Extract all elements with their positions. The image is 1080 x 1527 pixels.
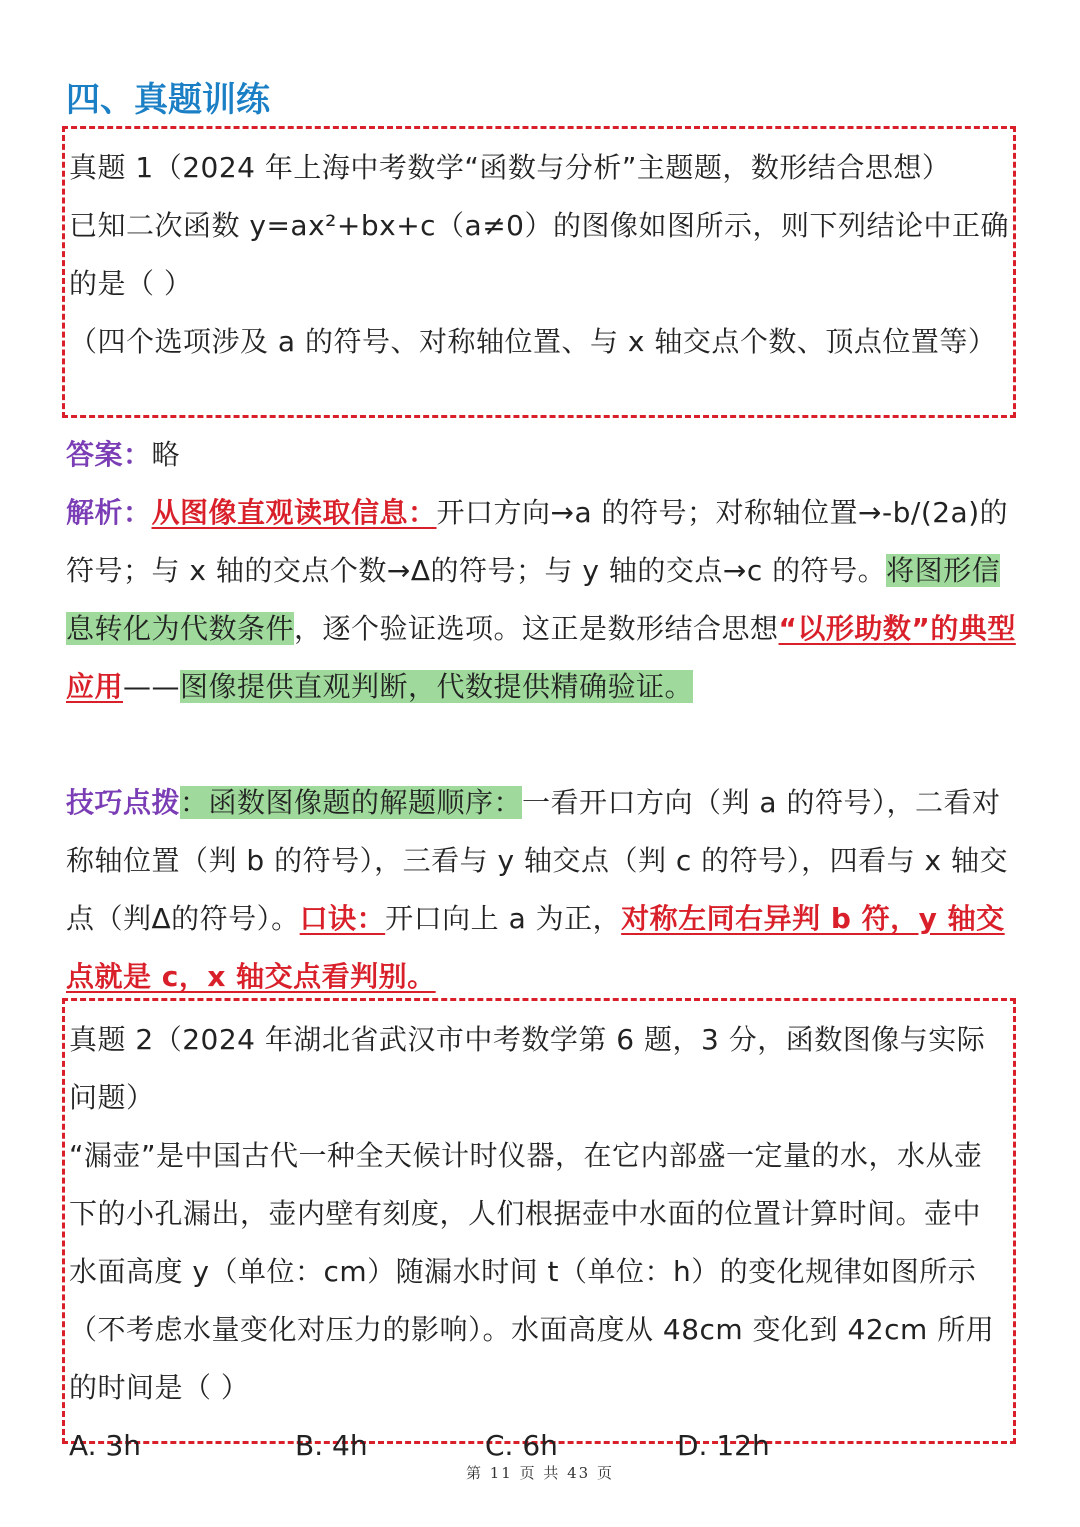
analysis-emphasis-2: “以形助数”的典型应用: [66, 612, 1016, 703]
option-a: A. 3h: [69, 1429, 142, 1462]
question-1-header: 真题 1（2024 年上海中考数学“函数与分析”主题题，数形结合思想）: [69, 151, 951, 184]
tips-emphasis-2: 对称左同右异判 b 符，y 轴交点就是 c，x 轴交点看判别。: [66, 902, 1005, 993]
question-2-body: “漏壶”是中国古代一种全天候计时仪器，在它内部盛一定量的水，水从壶下的小孔漏出，壶内壁有刻度，人们根据壶中水面的位置计算时间。壶中水面高度 y（单位：cm）随漏水时间 t（单位：h）的变化规律如图所示（不考虑水量变化对压力的影响）。水面高度从 48cm 变化到 42cm 所用的时间是（ ）: [69, 1139, 995, 1404]
analysis-paragraph: [66, 484, 1016, 716]
option-d: D. 12h: [677, 1429, 770, 1462]
answer-line: [66, 426, 1016, 484]
answer-text: 略: [151, 438, 181, 471]
tips-text-2: 开口向上 a 为正，: [385, 902, 622, 935]
analysis-highlight-1: 将图形信息转化为代数条件: [66, 554, 1001, 645]
tips-emphasis-1: 口诀：: [299, 902, 386, 935]
page-footer: 第 11 页 共 43 页: [465, 1464, 614, 1482]
analysis-highlight-2: 图像提供直观判断，代数提供精确验证。: [180, 670, 694, 703]
tips-highlight: ：函数图像题的解题顺序：: [180, 786, 523, 819]
analysis-label: 解析：: [66, 496, 152, 529]
question-1-body: 已知二次函数 y=ax²+bx+c（a≠0）的图像如图所示，则下列结论中正确的是（ ）: [69, 209, 1009, 300]
option-b: B. 4h: [295, 1429, 368, 1462]
answer-label: 答案：: [66, 438, 152, 471]
tips-text-1: 一看开口方向（判 a 的符号），二看对称轴位置（判 b 的符号），三看与 y 轴交点（判 c 的符号），四看与 x 轴交点（判Δ的符号）。: [66, 786, 1009, 935]
option-c: C. 6h: [485, 1429, 558, 1462]
analysis-dash: ——: [123, 670, 181, 703]
question-1-box: [62, 126, 1016, 418]
question-2-header: 真题 2（2024 年湖北省武汉市中考数学第 6 题，3 分，函数图像与实际问题）: [69, 1023, 986, 1114]
question-1-note: （四个选项涉及 a 的符号、对称轴位置、与 x 轴交点个数、顶点位置等）: [69, 325, 997, 358]
analysis-text-1: 开口方向→a 的符号；对称轴位置→-b/(2a)的符号；与 x 轴的交点个数→Δ的符号；与 y 轴的交点→c 的符号。: [66, 496, 1009, 587]
analysis-text-2: ，逐个验证选项。这正是数形结合思想: [294, 612, 779, 645]
question-2-box: [62, 998, 1016, 1462]
analysis-emphasis-1: 从图像直观读取信息：: [151, 496, 437, 529]
tips-paragraph: [66, 774, 1016, 1006]
tips-label: 技巧点拨: [66, 786, 181, 819]
section-title: 四、真题训练: [66, 80, 270, 120]
